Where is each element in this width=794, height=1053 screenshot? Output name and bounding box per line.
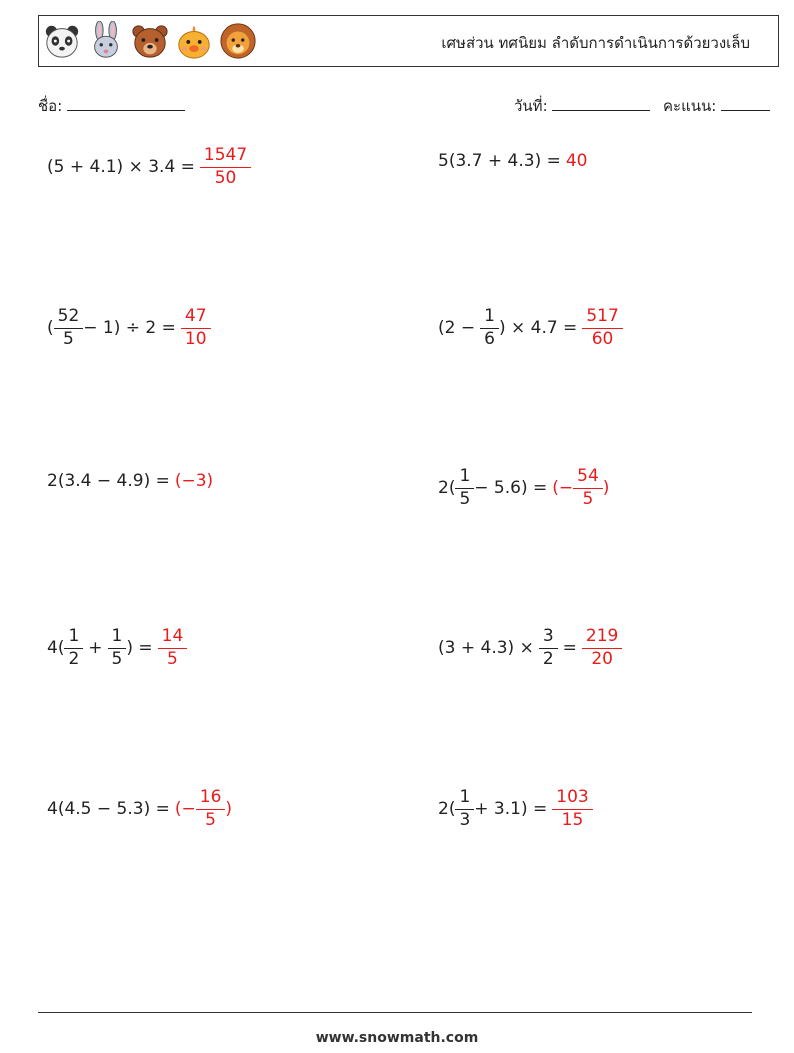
worksheet-title: เศษส่วน ทศนิยม ลำดับการดำเนินการด้วยวงเล็บ [441, 34, 750, 52]
fraction [482, 307, 497, 349]
numerator: 1 [484, 306, 495, 326]
problem-1 [47, 146, 251, 188]
name-blank[interactable] [67, 96, 185, 111]
numerator: 1 [459, 787, 471, 807]
chick-icon [175, 21, 213, 61]
fraction [66, 627, 81, 669]
answer [582, 627, 622, 669]
plus-sign: + [88, 638, 103, 659]
answer: (−3) [174, 471, 214, 491]
problem-expression: + 3.1) = [474, 799, 548, 820]
fraction [541, 627, 556, 669]
answer-fraction [160, 627, 186, 669]
problem-5 [47, 471, 213, 491]
problem-expression: (5 + 4.1) × 3.4 = [47, 157, 195, 178]
answer [181, 307, 211, 349]
answer-close-paren: ) [602, 478, 610, 499]
problem-expression: − 5.6) = [474, 478, 548, 499]
problem-expression: (2 − [438, 318, 476, 339]
name-label: ชื่อ: [38, 97, 63, 115]
date-label: วันที่: [514, 97, 548, 115]
footer-site[interactable]: www.snowmath.com [315, 1030, 479, 1046]
denominator: 5 [455, 488, 474, 510]
problem-expression: − 1) ÷ 2 = [83, 318, 176, 339]
date-field [514, 94, 650, 118]
worksheet-header [38, 15, 779, 67]
answer-close-paren: ) [225, 799, 233, 820]
denominator: 2 [539, 648, 558, 670]
answer [158, 627, 188, 669]
answer-open-paren: (− [174, 799, 196, 820]
problem-expression: 2(3.4 − 4.9) = [47, 471, 170, 491]
score-label: คะแนน: [663, 97, 717, 115]
answer [582, 307, 622, 349]
score-field [663, 94, 770, 118]
problem-expression: (3 + 4.3) × [438, 638, 534, 659]
answer-fraction [554, 788, 590, 830]
fraction [457, 788, 472, 830]
denominator: 60 [582, 328, 622, 350]
denominator: 50 [200, 167, 251, 189]
problem-8 [438, 627, 622, 669]
footer-divider [38, 1012, 752, 1013]
denominator: 3 [455, 809, 474, 831]
denominator: 15 [552, 809, 592, 831]
problem-9 [47, 788, 232, 830]
denominator: 10 [181, 328, 211, 350]
answer [175, 788, 232, 830]
problem-4 [438, 307, 623, 349]
denominator: 5 [158, 648, 188, 670]
rabbit-icon [87, 21, 125, 61]
problem-10 [438, 788, 593, 830]
answer-fraction [183, 307, 209, 349]
answer-fraction [202, 146, 249, 188]
answer [552, 788, 592, 830]
answer-fraction [575, 467, 601, 509]
answer-fraction [198, 788, 224, 830]
fraction [56, 307, 82, 349]
answer-open-paren: (− [552, 478, 574, 499]
bear-icon [131, 21, 169, 61]
numerator: 103 [556, 787, 589, 807]
problem-2 [438, 151, 588, 171]
fraction [110, 627, 125, 669]
numerator: 1547 [203, 145, 248, 165]
animal-icons [43, 21, 257, 61]
numerator: 219 [585, 626, 619, 646]
denominator: 5 [54, 328, 84, 350]
numerator: 1 [68, 626, 80, 646]
problem-expression: 4( [47, 638, 65, 659]
numerator: 16 [199, 787, 222, 807]
numerator: 47 [184, 306, 207, 326]
denominator: 5 [196, 809, 226, 831]
numerator: 54 [577, 466, 599, 486]
fraction [457, 467, 472, 509]
paren: ( [47, 318, 54, 339]
problem-expression: 2( [438, 799, 456, 820]
problem-expression: 2( [438, 478, 456, 499]
date-blank[interactable] [552, 96, 650, 111]
answer: 40 [565, 151, 588, 171]
name-field [38, 94, 185, 118]
denominator: 6 [480, 328, 499, 350]
equals-sign: = [562, 638, 577, 659]
answer-fraction [584, 307, 620, 349]
numerator: 1 [459, 466, 471, 486]
denominator: 5 [573, 488, 603, 510]
denominator: 2 [64, 648, 83, 670]
problem-expression: 5(3.7 + 4.3) = [438, 151, 561, 171]
problem-6 [438, 467, 609, 509]
numerator: 1 [111, 626, 123, 646]
answer-fraction [584, 627, 620, 669]
numerator: 14 [161, 626, 184, 646]
denominator: 20 [582, 648, 622, 670]
panda-icon [43, 21, 81, 61]
numerator: 517 [586, 306, 619, 326]
score-blank[interactable] [721, 96, 770, 111]
lion-icon [219, 21, 257, 61]
numerator: 3 [542, 626, 554, 646]
problem-expression: 4(4.5 − 5.3) = [47, 799, 170, 820]
answer [552, 467, 609, 509]
problem-3 [47, 307, 211, 349]
problem-expression: ) = [126, 638, 153, 659]
problem-7 [47, 627, 187, 669]
answer [200, 146, 251, 188]
denominator: 5 [108, 648, 127, 670]
numerator: 52 [57, 306, 80, 326]
problem-expression: ) × 4.7 = [498, 318, 578, 339]
